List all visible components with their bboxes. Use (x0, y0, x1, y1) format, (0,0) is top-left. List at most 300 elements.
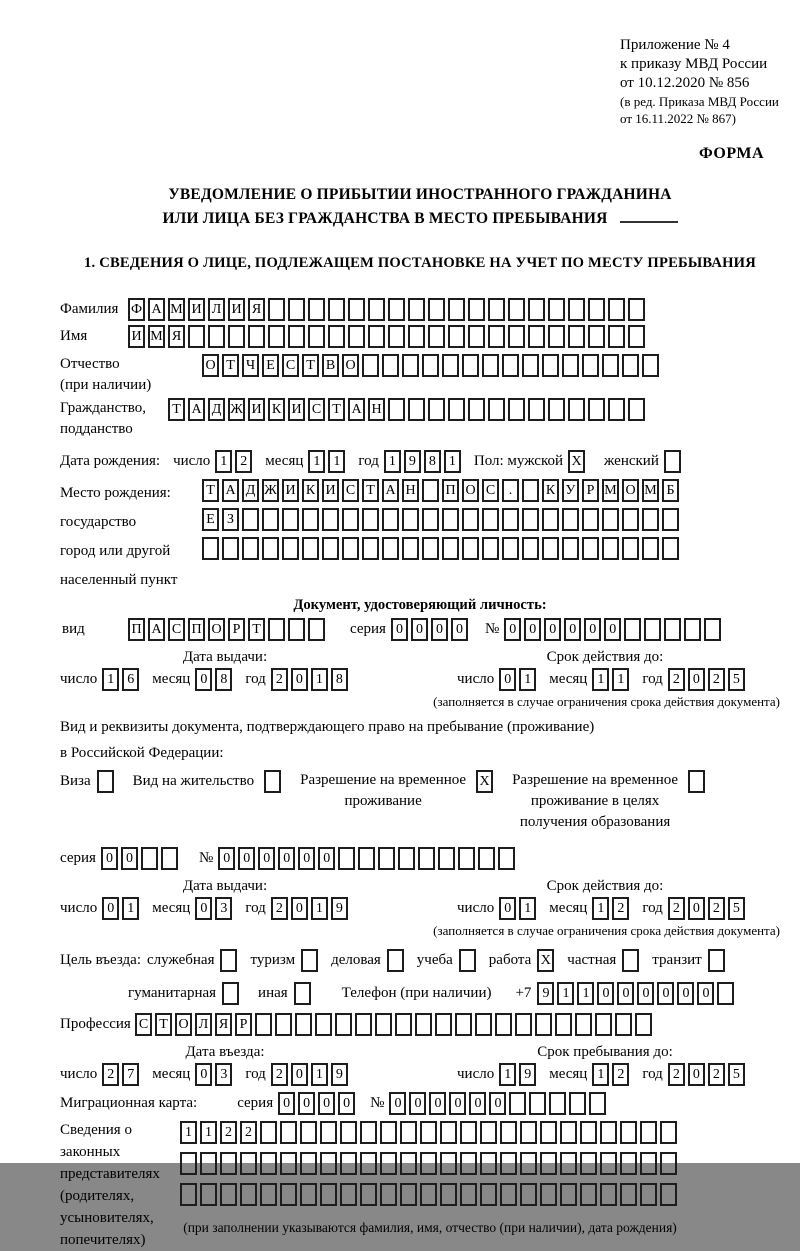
char-cell[interactable] (408, 298, 425, 321)
char-cell[interactable] (528, 325, 545, 348)
char-cell[interactable] (482, 537, 499, 560)
char-cell[interactable]: Ж (228, 398, 245, 421)
char-cell[interactable]: 1 (592, 668, 609, 691)
migration-series-input[interactable] (278, 1092, 358, 1115)
char-cell[interactable]: Л (195, 1013, 212, 1036)
char-cell[interactable]: Т (362, 479, 379, 502)
char-cell[interactable] (624, 618, 641, 641)
char-cell[interactable]: 0 (102, 897, 119, 920)
char-cell[interactable] (664, 450, 681, 473)
char-cell[interactable] (582, 537, 599, 560)
char-cell[interactable] (342, 537, 359, 560)
char-cell[interactable] (320, 1121, 337, 1144)
entry-month-input[interactable] (195, 1063, 235, 1086)
char-cell[interactable]: 0 (469, 1092, 486, 1115)
char-cell[interactable] (535, 1013, 552, 1036)
char-cell[interactable] (268, 618, 285, 641)
char-cell[interactable] (328, 325, 345, 348)
char-cell[interactable] (402, 537, 419, 560)
char-cell[interactable] (542, 508, 559, 531)
char-cell[interactable]: 1 (200, 1121, 217, 1144)
char-cell[interactable] (660, 1152, 677, 1175)
char-cell[interactable] (684, 618, 701, 641)
char-cell[interactable] (388, 398, 405, 421)
char-cell[interactable]: 1 (311, 897, 328, 920)
passport-valid-month-input[interactable] (592, 668, 632, 691)
char-cell[interactable] (308, 298, 325, 321)
char-cell[interactable] (420, 1152, 437, 1175)
char-cell[interactable] (602, 354, 619, 377)
char-cell[interactable] (620, 1183, 637, 1206)
temp-residence-edu-checkbox[interactable] (688, 770, 708, 793)
char-cell[interactable]: 0 (544, 618, 561, 641)
char-cell[interactable] (380, 1121, 397, 1144)
char-cell[interactable] (402, 508, 419, 531)
char-cell[interactable]: 5 (728, 897, 745, 920)
char-cell[interactable]: Т (155, 1013, 172, 1036)
char-cell[interactable] (358, 847, 375, 870)
char-cell[interactable]: 1 (102, 668, 119, 691)
char-cell[interactable] (382, 537, 399, 560)
char-cell[interactable] (660, 1183, 677, 1206)
char-cell[interactable] (482, 508, 499, 531)
char-cell[interactable]: 0 (298, 1092, 315, 1115)
char-cell[interactable]: 5 (728, 668, 745, 691)
char-cell[interactable]: 0 (451, 618, 468, 641)
char-cell[interactable] (300, 1183, 317, 1206)
char-cell[interactable]: 2 (668, 668, 685, 691)
char-cell[interactable] (322, 508, 339, 531)
char-cell[interactable]: Б (662, 479, 679, 502)
char-cell[interactable] (602, 508, 619, 531)
char-cell[interactable]: 0 (524, 618, 541, 641)
char-cell[interactable]: 0 (338, 1092, 355, 1115)
char-cell[interactable]: 1 (592, 897, 609, 920)
char-cell[interactable]: А (148, 618, 165, 641)
char-cell[interactable]: С (282, 354, 299, 377)
char-cell[interactable]: 0 (564, 618, 581, 641)
passport-valid-year-input[interactable] (668, 668, 748, 691)
char-cell[interactable] (480, 1152, 497, 1175)
char-cell[interactable] (300, 1121, 317, 1144)
char-cell[interactable]: 1 (577, 982, 594, 1005)
char-cell[interactable] (264, 770, 281, 793)
char-cell[interactable]: X (568, 450, 585, 473)
char-cell[interactable] (428, 325, 445, 348)
profession-input[interactable] (135, 1013, 655, 1036)
stay-year-input[interactable] (668, 1063, 748, 1086)
char-cell[interactable]: 2 (668, 1063, 685, 1086)
char-cell[interactable] (468, 325, 485, 348)
char-cell[interactable] (300, 1152, 317, 1175)
purpose-transit-checkbox[interactable] (708, 949, 728, 972)
char-cell[interactable] (600, 1152, 617, 1175)
char-cell[interactable]: С (168, 618, 185, 641)
char-cell[interactable]: И (288, 398, 305, 421)
char-cell[interactable] (482, 354, 499, 377)
char-cell[interactable] (360, 1152, 377, 1175)
char-cell[interactable]: 1 (311, 668, 328, 691)
char-cell[interactable]: 0 (318, 1092, 335, 1115)
char-cell[interactable]: 2 (708, 668, 725, 691)
char-cell[interactable]: 0 (121, 847, 138, 870)
entry-year-input[interactable] (271, 1063, 351, 1086)
char-cell[interactable] (522, 508, 539, 531)
char-cell[interactable] (368, 325, 385, 348)
char-cell[interactable] (615, 1013, 632, 1036)
char-cell[interactable] (635, 1013, 652, 1036)
char-cell[interactable]: 1 (311, 1063, 328, 1086)
char-cell[interactable] (582, 354, 599, 377)
char-cell[interactable]: Т (222, 354, 239, 377)
char-cell[interactable] (280, 1152, 297, 1175)
char-cell[interactable]: 0 (291, 897, 308, 920)
char-cell[interactable] (508, 325, 525, 348)
char-cell[interactable] (435, 1013, 452, 1036)
char-cell[interactable]: О (622, 479, 639, 502)
char-cell[interactable]: 9 (331, 1063, 348, 1086)
char-cell[interactable] (600, 1183, 617, 1206)
char-cell[interactable]: 0 (697, 982, 714, 1005)
char-cell[interactable]: Т (302, 354, 319, 377)
char-cell[interactable]: М (168, 298, 185, 321)
char-cell[interactable]: М (602, 479, 619, 502)
char-cell[interactable] (560, 1152, 577, 1175)
char-cell[interactable] (528, 298, 545, 321)
patronymic-input[interactable] (202, 354, 662, 377)
char-cell[interactable] (575, 1013, 592, 1036)
char-cell[interactable] (442, 508, 459, 531)
char-cell[interactable] (520, 1152, 537, 1175)
char-cell[interactable]: Д (208, 398, 225, 421)
char-cell[interactable] (622, 354, 639, 377)
char-cell[interactable] (248, 325, 265, 348)
char-cell[interactable] (478, 847, 495, 870)
char-cell[interactable]: Т (202, 479, 219, 502)
char-cell[interactable] (640, 1152, 657, 1175)
residence-valid-month-input[interactable] (592, 897, 632, 920)
char-cell[interactable] (704, 618, 721, 641)
char-cell[interactable]: 0 (449, 1092, 466, 1115)
char-cell[interactable]: 2 (102, 1063, 119, 1086)
char-cell[interactable]: Р (228, 618, 245, 641)
char-cell[interactable] (415, 1013, 432, 1036)
char-cell[interactable]: 2 (271, 1063, 288, 1086)
char-cell[interactable] (498, 847, 515, 870)
char-cell[interactable] (640, 1121, 657, 1144)
char-cell[interactable] (620, 1152, 637, 1175)
char-cell[interactable] (642, 537, 659, 560)
char-cell[interactable] (422, 479, 439, 502)
char-cell[interactable]: 0 (195, 897, 212, 920)
char-cell[interactable] (222, 537, 239, 560)
char-cell[interactable] (502, 508, 519, 531)
char-cell[interactable] (540, 1183, 557, 1206)
char-cell[interactable]: 3 (215, 1063, 232, 1086)
char-cell[interactable]: К (542, 479, 559, 502)
char-cell[interactable] (268, 325, 285, 348)
char-cell[interactable] (220, 1183, 237, 1206)
char-cell[interactable]: С (342, 479, 359, 502)
char-cell[interactable]: Я (168, 325, 185, 348)
stay-month-input[interactable] (592, 1063, 632, 1086)
char-cell[interactable]: И (322, 479, 339, 502)
char-cell[interactable] (608, 398, 625, 421)
birthplace-row2-input[interactable] (202, 508, 682, 531)
char-cell[interactable]: 0 (597, 982, 614, 1005)
char-cell[interactable] (560, 1183, 577, 1206)
char-cell[interactable] (288, 618, 305, 641)
char-cell[interactable] (560, 1121, 577, 1144)
char-cell[interactable] (360, 1121, 377, 1144)
char-cell[interactable]: 0 (291, 668, 308, 691)
char-cell[interactable]: 9 (331, 897, 348, 920)
char-cell[interactable]: 2 (220, 1121, 237, 1144)
char-cell[interactable] (360, 1183, 377, 1206)
doc-series-input[interactable] (391, 618, 471, 641)
char-cell[interactable] (602, 537, 619, 560)
char-cell[interactable]: 1 (557, 982, 574, 1005)
char-cell[interactable] (280, 1183, 297, 1206)
char-cell[interactable] (282, 508, 299, 531)
purpose-humanitarian-checkbox[interactable] (222, 982, 242, 1005)
char-cell[interactable] (308, 618, 325, 641)
char-cell[interactable] (662, 537, 679, 560)
birth-year-input[interactable] (384, 450, 464, 473)
char-cell[interactable] (202, 537, 219, 560)
char-cell[interactable] (459, 949, 476, 972)
char-cell[interactable] (662, 508, 679, 531)
char-cell[interactable] (622, 508, 639, 531)
char-cell[interactable]: 2 (612, 897, 629, 920)
char-cell[interactable] (568, 398, 585, 421)
char-cell[interactable] (462, 508, 479, 531)
char-cell[interactable] (275, 1013, 292, 1036)
birth-month-input[interactable] (308, 450, 348, 473)
char-cell[interactable] (362, 508, 379, 531)
char-cell[interactable] (620, 1121, 637, 1144)
char-cell[interactable]: 1 (612, 668, 629, 691)
char-cell[interactable]: 9 (404, 450, 421, 473)
char-cell[interactable] (348, 298, 365, 321)
char-cell[interactable]: М (148, 325, 165, 348)
char-cell[interactable]: 0 (688, 1063, 705, 1086)
char-cell[interactable]: 0 (389, 1092, 406, 1115)
char-cell[interactable] (664, 618, 681, 641)
char-cell[interactable]: С (308, 398, 325, 421)
char-cell[interactable]: 8 (215, 668, 232, 691)
char-cell[interactable] (301, 949, 318, 972)
char-cell[interactable] (588, 398, 605, 421)
char-cell[interactable] (382, 354, 399, 377)
char-cell[interactable] (302, 508, 319, 531)
purpose-private-checkbox[interactable] (622, 949, 642, 972)
char-cell[interactable]: 0 (637, 982, 654, 1005)
char-cell[interactable] (340, 1152, 357, 1175)
char-cell[interactable] (188, 325, 205, 348)
char-cell[interactable] (495, 1013, 512, 1036)
char-cell[interactable] (540, 1121, 557, 1144)
char-cell[interactable] (200, 1152, 217, 1175)
char-cell[interactable] (422, 508, 439, 531)
passport-issue-day-input[interactable] (102, 668, 142, 691)
citizenship-input[interactable] (168, 398, 648, 421)
char-cell[interactable] (529, 1092, 546, 1115)
char-cell[interactable] (422, 354, 439, 377)
char-cell[interactable]: С (135, 1013, 152, 1036)
char-cell[interactable] (555, 1013, 572, 1036)
char-cell[interactable]: Р (235, 1013, 252, 1036)
char-cell[interactable] (328, 298, 345, 321)
char-cell[interactable] (240, 1152, 257, 1175)
char-cell[interactable] (442, 537, 459, 560)
char-cell[interactable] (387, 949, 404, 972)
char-cell[interactable] (375, 1013, 392, 1036)
char-cell[interactable] (622, 537, 639, 560)
char-cell[interactable]: И (248, 398, 265, 421)
char-cell[interactable] (362, 537, 379, 560)
char-cell[interactable]: 0 (429, 1092, 446, 1115)
char-cell[interactable]: 0 (409, 1092, 426, 1115)
char-cell[interactable]: 3 (215, 897, 232, 920)
char-cell[interactable]: Е (262, 354, 279, 377)
char-cell[interactable] (228, 325, 245, 348)
char-cell[interactable] (540, 1152, 557, 1175)
char-cell[interactable]: 0 (218, 847, 235, 870)
char-cell[interactable]: З (222, 508, 239, 531)
char-cell[interactable]: 0 (489, 1092, 506, 1115)
char-cell[interactable] (400, 1152, 417, 1175)
char-cell[interactable]: 0 (258, 847, 275, 870)
residence-series-input[interactable] (101, 847, 181, 870)
char-cell[interactable] (522, 537, 539, 560)
char-cell[interactable]: 5 (728, 1063, 745, 1086)
char-cell[interactable]: Р (582, 479, 599, 502)
char-cell[interactable] (528, 398, 545, 421)
char-cell[interactable]: И (282, 479, 299, 502)
char-cell[interactable] (448, 298, 465, 321)
char-cell[interactable]: О (342, 354, 359, 377)
char-cell[interactable] (255, 1013, 272, 1036)
char-cell[interactable] (302, 537, 319, 560)
char-cell[interactable] (460, 1183, 477, 1206)
char-cell[interactable]: 0 (298, 847, 315, 870)
char-cell[interactable] (458, 847, 475, 870)
purpose-tourism-checkbox[interactable] (301, 949, 321, 972)
char-cell[interactable]: 8 (331, 668, 348, 691)
char-cell[interactable] (388, 325, 405, 348)
char-cell[interactable] (568, 298, 585, 321)
birthplace-row1-input[interactable] (202, 479, 682, 502)
passport-valid-day-input[interactable] (499, 668, 539, 691)
char-cell[interactable]: 1 (519, 897, 536, 920)
char-cell[interactable] (589, 1092, 606, 1115)
char-cell[interactable]: 0 (499, 897, 516, 920)
char-cell[interactable] (548, 298, 565, 321)
char-cell[interactable] (322, 537, 339, 560)
char-cell[interactable]: П (128, 618, 145, 641)
char-cell[interactable] (295, 1013, 312, 1036)
char-cell[interactable]: В (322, 354, 339, 377)
residence-issue-month-input[interactable] (195, 897, 235, 920)
char-cell[interactable] (220, 1152, 237, 1175)
char-cell[interactable] (378, 847, 395, 870)
char-cell[interactable] (508, 298, 525, 321)
char-cell[interactable]: 0 (431, 618, 448, 641)
char-cell[interactable] (294, 982, 311, 1005)
char-cell[interactable] (595, 1013, 612, 1036)
char-cell[interactable]: 7 (122, 1063, 139, 1086)
char-cell[interactable]: О (208, 618, 225, 641)
char-cell[interactable] (282, 537, 299, 560)
char-cell[interactable] (382, 508, 399, 531)
char-cell[interactable] (628, 398, 645, 421)
char-cell[interactable] (568, 325, 585, 348)
char-cell[interactable]: 1 (384, 450, 401, 473)
char-cell[interactable] (320, 1183, 337, 1206)
char-cell[interactable] (549, 1092, 566, 1115)
char-cell[interactable]: 0 (657, 982, 674, 1005)
char-cell[interactable] (315, 1013, 332, 1036)
char-cell[interactable] (368, 298, 385, 321)
char-cell[interactable]: О (462, 479, 479, 502)
char-cell[interactable]: И (228, 298, 245, 321)
char-cell[interactable] (97, 770, 114, 793)
char-cell[interactable]: П (442, 479, 459, 502)
char-cell[interactable]: К (302, 479, 319, 502)
char-cell[interactable]: Е (202, 508, 219, 531)
doc-kind-input[interactable] (128, 618, 328, 641)
char-cell[interactable]: С (482, 479, 499, 502)
doc-number-input[interactable] (504, 618, 724, 641)
representatives-row2-input[interactable] (180, 1152, 680, 1175)
char-cell[interactable]: 2 (708, 1063, 725, 1086)
char-cell[interactable]: 1 (180, 1121, 197, 1144)
representatives-row1-input[interactable] (180, 1121, 680, 1144)
char-cell[interactable] (402, 354, 419, 377)
char-cell[interactable]: Ж (262, 479, 279, 502)
char-cell[interactable] (480, 1183, 497, 1206)
char-cell[interactable] (500, 1152, 517, 1175)
char-cell[interactable] (488, 325, 505, 348)
char-cell[interactable] (141, 847, 158, 870)
char-cell[interactable] (260, 1121, 277, 1144)
char-cell[interactable] (522, 354, 539, 377)
char-cell[interactable]: 6 (122, 668, 139, 691)
char-cell[interactable] (442, 354, 459, 377)
char-cell[interactable]: 9 (519, 1063, 536, 1086)
char-cell[interactable] (260, 1152, 277, 1175)
char-cell[interactable] (580, 1183, 597, 1206)
char-cell[interactable] (408, 325, 425, 348)
char-cell[interactable] (180, 1152, 197, 1175)
char-cell[interactable] (460, 1152, 477, 1175)
char-cell[interactable] (628, 298, 645, 321)
char-cell[interactable]: Т (248, 618, 265, 641)
char-cell[interactable] (462, 354, 479, 377)
char-cell[interactable]: И (188, 298, 205, 321)
char-cell[interactable] (562, 508, 579, 531)
firstname-input[interactable] (128, 325, 648, 348)
char-cell[interactable] (509, 1092, 526, 1115)
char-cell[interactable]: 0 (688, 897, 705, 920)
char-cell[interactable]: А (348, 398, 365, 421)
char-cell[interactable]: 1 (444, 450, 461, 473)
char-cell[interactable] (420, 1121, 437, 1144)
char-cell[interactable] (600, 1121, 617, 1144)
char-cell[interactable] (280, 1121, 297, 1144)
char-cell[interactable] (542, 537, 559, 560)
